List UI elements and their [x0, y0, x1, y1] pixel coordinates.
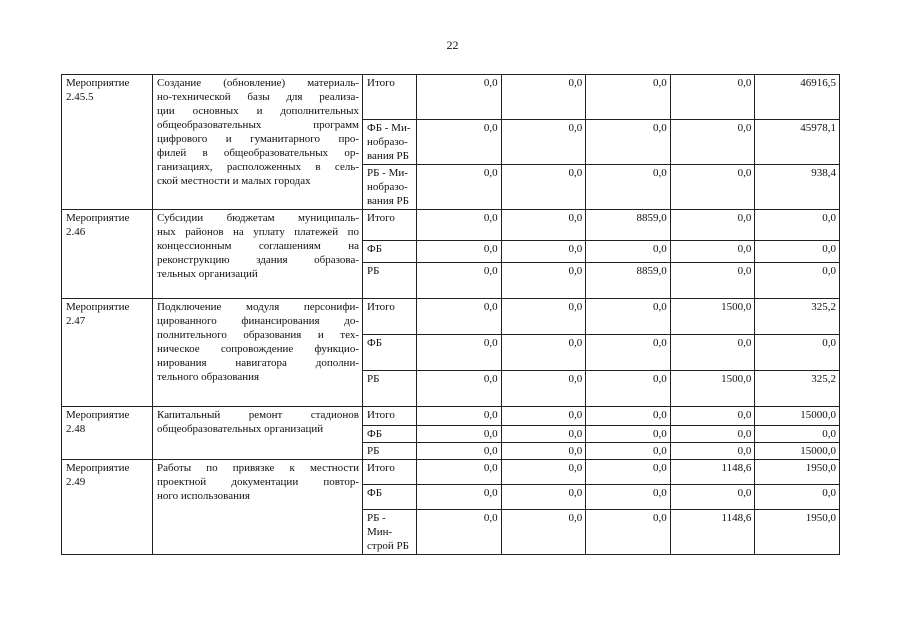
- amount-cell: 0,0: [417, 460, 502, 485]
- measure-name-line: проектной документации повтор-: [157, 476, 359, 488]
- amount-cell: 0,0: [670, 335, 755, 371]
- measure-name-line: ской местности и малых городах: [157, 175, 311, 187]
- measure-name-line: цированного финансирования до-: [157, 315, 359, 327]
- table-row: [62, 407, 840, 426]
- amount-cell: 0,0: [417, 426, 502, 443]
- amount-cell: 0,0: [586, 165, 671, 210]
- funding-source: Итого: [363, 75, 417, 120]
- amount-cell: 0,0: [670, 263, 755, 299]
- measure-name-line: Работы по привязке к местности: [157, 462, 359, 474]
- amount-cell: 0,0: [417, 299, 502, 335]
- funding-source: РБ: [363, 443, 417, 460]
- amount-cell: 0,0: [586, 371, 671, 407]
- amount-cell: 0,0: [586, 241, 671, 263]
- amount-cell: 0,0: [417, 407, 502, 426]
- measure-name-line: полнительного образования и тех-: [157, 329, 359, 341]
- measure-name-line: реконструкцию здания образова-: [157, 254, 359, 266]
- page-number: 22: [446, 38, 459, 52]
- amount-cell: 325,2: [755, 299, 840, 335]
- amount-cell: 0,0: [670, 443, 755, 460]
- measure-name-line: ного использования: [157, 490, 250, 502]
- amount-cell: 0,0: [586, 460, 671, 485]
- amount-cell: 0,0: [417, 443, 502, 460]
- amount-cell: 46916,5: [755, 75, 840, 120]
- amount-cell: 0,0: [586, 510, 671, 555]
- amount-cell: 0,0: [501, 371, 586, 407]
- amount-cell: 0,0: [501, 299, 586, 335]
- table-row: [62, 460, 840, 485]
- funding-source: ФБ: [363, 335, 417, 371]
- amount-cell: 0,0: [501, 210, 586, 241]
- funding-source: Итого: [363, 210, 417, 241]
- measure-name-line: Создание (обновление) материаль-: [157, 77, 359, 89]
- funding-source: РБ: [363, 371, 417, 407]
- funding-source: ФБ: [363, 485, 417, 510]
- amount-cell: 0,0: [501, 485, 586, 510]
- measure-name-line: общеобразовательных организаций: [157, 423, 324, 435]
- funding-source: Итого: [363, 299, 417, 335]
- amount-cell: 0,0: [755, 241, 840, 263]
- measure-name: [153, 407, 363, 460]
- amount-cell: 0,0: [417, 210, 502, 241]
- measure-name: [153, 299, 363, 407]
- amount-cell: 15000,0: [755, 443, 840, 460]
- amount-cell: 0,0: [501, 443, 586, 460]
- amount-cell: 0,0: [501, 510, 586, 555]
- funding-source: ФБ - Ми- нобразо- вания РБ: [363, 120, 417, 165]
- amount-cell: 0,0: [417, 241, 502, 263]
- amount-cell: 1950,0: [755, 510, 840, 555]
- measure-name-line: общеобразовательных программ: [157, 119, 359, 131]
- measure-name-line: ных районов на уплату платежей по: [157, 226, 359, 238]
- funding-source: ФБ: [363, 241, 417, 263]
- measure-id: Мероприятие 2.47: [62, 299, 153, 407]
- measure-name-line: ции основных и дополнительных: [157, 105, 359, 117]
- amount-cell: 0,0: [670, 241, 755, 263]
- amount-cell: 8859,0: [586, 263, 671, 299]
- measure-name: [153, 75, 363, 210]
- measure-name: [153, 210, 363, 299]
- amount-cell: 0,0: [501, 407, 586, 426]
- measure-name-line: Субсидии бюджетам муниципаль-: [157, 212, 359, 224]
- funding-source: ФБ: [363, 426, 417, 443]
- amount-cell: 0,0: [670, 426, 755, 443]
- amount-cell: 0,0: [586, 485, 671, 510]
- measure-name-line: ническое сопровождение функцио-: [157, 343, 359, 355]
- amount-cell: 0,0: [417, 510, 502, 555]
- amount-cell: 0,0: [755, 263, 840, 299]
- measure-name-line: но-технической базы для реализа-: [157, 91, 359, 103]
- amount-cell: 0,0: [417, 485, 502, 510]
- amount-cell: 8859,0: [586, 210, 671, 241]
- amount-cell: 1500,0: [670, 299, 755, 335]
- amount-cell: 0,0: [586, 299, 671, 335]
- amount-cell: 0,0: [755, 426, 840, 443]
- amount-cell: 0,0: [501, 426, 586, 443]
- amount-cell: 1148,6: [670, 460, 755, 485]
- measure-name-line: нирования навигатора дополни-: [157, 357, 359, 369]
- funding-source: Итого: [363, 407, 417, 426]
- amount-cell: 0,0: [501, 165, 586, 210]
- funding-source: РБ - Мин- строй РБ: [363, 510, 417, 555]
- amount-cell: 0,0: [586, 443, 671, 460]
- measure-id: Мероприятие 2.48: [62, 407, 153, 460]
- amount-cell: 0,0: [501, 335, 586, 371]
- amount-cell: 0,0: [501, 120, 586, 165]
- amount-cell: 0,0: [417, 75, 502, 120]
- amount-cell: 0,0: [501, 460, 586, 485]
- amount-cell: 1500,0: [670, 371, 755, 407]
- funding-source: Итого: [363, 460, 417, 485]
- amount-cell: 0,0: [670, 485, 755, 510]
- table-row: [62, 75, 840, 120]
- amount-cell: 0,0: [586, 407, 671, 426]
- measure-name-line: концессионным соглашениям на: [157, 240, 359, 252]
- amount-cell: 1950,0: [755, 460, 840, 485]
- amount-cell: 0,0: [670, 165, 755, 210]
- amount-cell: 0,0: [670, 120, 755, 165]
- measure-id: Мероприятие 2.45.5: [62, 75, 153, 210]
- amount-cell: 0,0: [586, 335, 671, 371]
- amount-cell: 938,4: [755, 165, 840, 210]
- measure-name-line: Подключение модуля персонифи-: [157, 301, 359, 313]
- amount-cell: 0,0: [417, 165, 502, 210]
- amount-cell: 325,2: [755, 371, 840, 407]
- amount-cell: 0,0: [670, 407, 755, 426]
- measure-name-line: Капитальный ремонт стадионов: [157, 409, 359, 421]
- table-row: [62, 299, 840, 335]
- measure-name-line: филей в общеобразовательных ор-: [157, 147, 359, 159]
- amount-cell: 0,0: [755, 210, 840, 241]
- amount-cell: 0,0: [586, 75, 671, 120]
- measure-name-line: цифрового и гуманитарного про-: [157, 133, 359, 145]
- amount-cell: 0,0: [417, 120, 502, 165]
- measure-name-line: ганизациях, расположенных в сель-: [157, 161, 359, 173]
- amount-cell: 0,0: [417, 263, 502, 299]
- amount-cell: 0,0: [417, 335, 502, 371]
- amount-cell: 0,0: [755, 335, 840, 371]
- amount-cell: 0,0: [501, 263, 586, 299]
- amount-cell: 0,0: [755, 485, 840, 510]
- measure-name-line: тельных организаций: [157, 268, 258, 280]
- funding-source: РБ: [363, 263, 417, 299]
- measure-id: Мероприятие 2.46: [62, 210, 153, 299]
- amount-cell: 0,0: [670, 210, 755, 241]
- amount-cell: 45978,1: [755, 120, 840, 165]
- amount-cell: 0,0: [586, 426, 671, 443]
- measure-name-line: тельного образования: [157, 371, 260, 383]
- amount-cell: 0,0: [670, 75, 755, 120]
- amount-cell: 1148,6: [670, 510, 755, 555]
- measure-id: Мероприятие 2.49: [62, 460, 153, 555]
- budget-table: [61, 74, 840, 555]
- table-row: [62, 210, 840, 241]
- amount-cell: 0,0: [417, 371, 502, 407]
- funding-source: РБ - Ми- нобразо- вания РБ: [363, 165, 417, 210]
- amount-cell: 0,0: [501, 241, 586, 263]
- amount-cell: 0,0: [501, 75, 586, 120]
- amount-cell: 0,0: [586, 120, 671, 165]
- amount-cell: 15000,0: [755, 407, 840, 426]
- measure-name: [153, 460, 363, 555]
